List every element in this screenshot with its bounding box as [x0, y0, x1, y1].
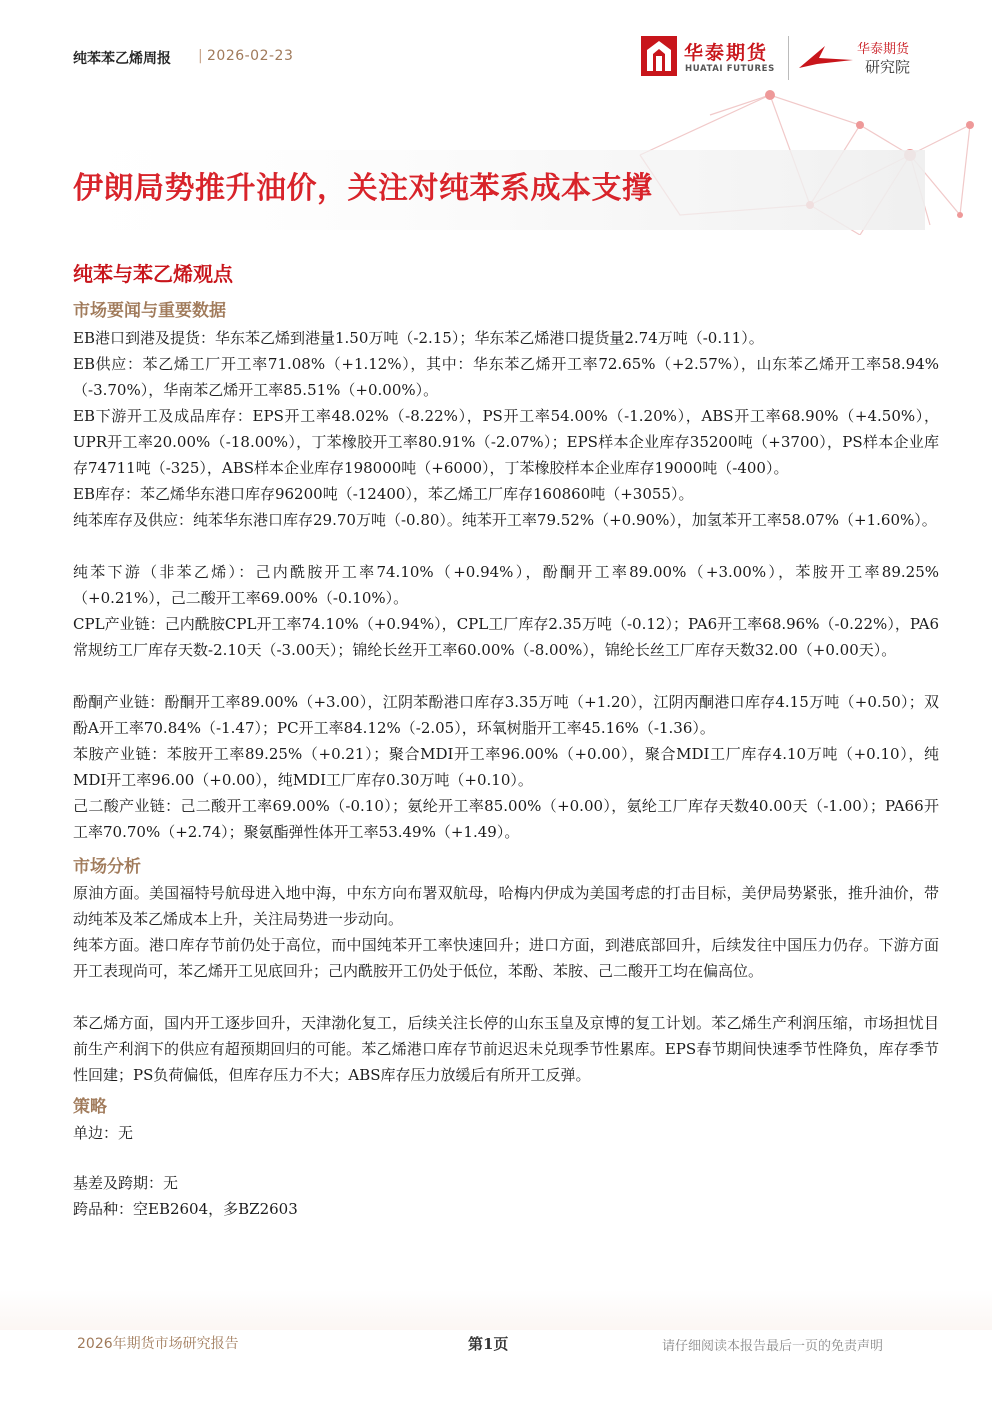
news-item: 纯苯库存及供应：纯苯华东港口库存29.70万吨（-0.80）。纯苯开工率79.52%（+0.90%），加氢苯开工率58.07%（+1.60%）。 — [73, 511, 937, 529]
section-main-heading: 纯苯与苯乙烯观点 — [73, 262, 233, 286]
news-item: EB港口到港及提货：华东苯乙烯到港量1.50万吨（-2.15）；华东苯乙烯港口提货量2.74万吨（-0.11）。 — [73, 329, 764, 347]
report-date: 2026-02-23 — [207, 48, 294, 64]
strategy-basis: 基差及跨期：无 — [73, 1174, 179, 1192]
footer-background — [0, 1290, 992, 1330]
institute-bird-icon — [797, 38, 855, 74]
logo-chinese-name: 华泰期货 — [684, 42, 769, 64]
logo-divider — [788, 36, 789, 80]
news-item: 酚酮产业链：酚酮开工率89.00%（+3.00），江阴苯酚港口库存3.35万吨（+1.20），江阴丙酮港口库存4.15万吨（+0.50）；双酚A开工率70.84%（-1.47）；PC开工率84.12%（-2.05），环氧树脂开工率45.16%（-1.36）。 — [73, 693, 939, 737]
footer-disclaimer: 请仔细阅读本报告最后一页的免责声明 — [662, 1339, 884, 1354]
news-item: 苯胺产业链：苯胺开工率89.25%（+0.21）；聚合MDI开工率96.00%（+0.00），聚合MDI工厂库存4.10万吨（+0.10），纯MDI开工率96.00（+0.00），纯MDI工厂库存0.30万吨（+0.10）。 — [73, 745, 939, 789]
huatai-futures-logo — [641, 36, 781, 80]
analysis-paragraph: 苯乙烯方面，国内开工逐步回升，天津渤化复工，后续关注长停的山东玉皇及京博的复工计划。苯乙烯生产利润压缩，市场担忧目前生产利润下的供应有超预期回归的可能。苯乙烯港口库存节前迟迟未兑现季节性累库。EPS春节期间快速季节性降负，库存季节性回建；PS负荷偏低，但库存压力不大；ABS库存压力放缓后有所开工反弹。 — [73, 1014, 939, 1084]
section-news-heading: 市场要闻与重要数据 — [73, 301, 226, 321]
huatai-logo-mark-icon — [641, 36, 677, 76]
news-item: EB下游开工及成品库存：EPS开工率48.02%（-8.22%），PS开工率54.00%（-1.20%），ABS开工率68.90%（+4.50%），UPR开工率20.00%（-18.00%），丁苯橡胶开工率80.91%（-2.07%）；EPS样本企业库存35200吨（+3700），PS样本企业库存74711吨（-325），ABS样本企业库存198000吨（+6000），丁苯橡胶样本企业库存19000吨（-400）。 — [73, 407, 939, 477]
section-analysis-heading: 市场分析 — [73, 857, 141, 877]
news-item: 纯苯下游（非苯乙烯）：己内酰胺开工率74.10%（+0.94%），酚酮开工率89.00%（+3.00%），苯胺开工率89.25%（+0.21%），己二酸开工率69.00%（-0.10%）。 — [73, 563, 939, 607]
institute-line1: 华泰期货 — [857, 42, 910, 57]
analysis-paragraph: 原油方面。美国福特号航母进入地中海，中东方向布署双航母，哈梅内伊成为美国考虑的打击目标，美伊局势紧张，推升油价，带动纯苯及苯乙烯成本上升，关注局势进一步动向。 — [73, 884, 939, 928]
page-title: 伊朗局势推升油价，关注对纯苯系成本支撑 — [73, 171, 653, 206]
logo-english-name: HUATAI FUTURES — [685, 64, 775, 74]
page-number: 第1页 — [468, 1335, 509, 1353]
research-institute-logo — [797, 36, 927, 80]
section-strategy-heading: 策略 — [73, 1097, 107, 1117]
news-item: EB库存：苯乙烯华东港口库存96200吨（-12400），苯乙烯工厂库存160860吨（+3055）。 — [73, 485, 694, 503]
analysis-paragraph: 纯苯方面。港口库存节前仍处于高位，而中国纯苯开工率快速回升；进口方面，到港底部回升，后续发往中国压力仍存。下游方面开工表现尚可，苯乙烯开工见底回升；己内酰胺开工仍处于低位，苯酚、苯胺、己二酸开工均在偏高位。 — [73, 936, 939, 980]
footer-report-series: 2026年期货市场研究报告 — [77, 1336, 239, 1352]
institute-line2: 研究院 — [865, 58, 911, 76]
strategy-single: 单边：无 — [73, 1124, 134, 1142]
report-name: 纯苯苯乙烯周报 — [73, 51, 171, 67]
news-item: CPL产业链：己内酰胺CPL开工率74.10%（+0.94%），CPL工厂库存2.35万吨（-0.12）；PA6开工率68.96%（-0.22%），PA6常规纺工厂库存天数-2.10天（-3.00天）；锦纶长丝开工率60.00%（-8.00%），锦纶长丝工厂库存天数32.00（+0.00天）。 — [73, 615, 939, 659]
strategy-cross: 跨品种：空EB2604，多BZ2603 — [73, 1200, 298, 1218]
news-item: EB供应：苯乙烯工厂开工率71.08%（+1.12%），其中：华东苯乙烯开工率72.65%（+2.57%），山东苯乙烯开工率58.94%（-3.70%），华南苯乙烯开工率85.51%（+0.00%）。 — [73, 355, 939, 399]
header-separator: | — [198, 48, 203, 64]
news-item: 己二酸产业链：己二酸开工率69.00%（-0.10）；氨纶开工率85.00%（+0.00），氨纶工厂库存天数40.00天（-1.00）；PA66开工率70.70%（+2.74）；聚氨酯弹性体开工率53.49%（+1.49）。 — [73, 797, 939, 841]
